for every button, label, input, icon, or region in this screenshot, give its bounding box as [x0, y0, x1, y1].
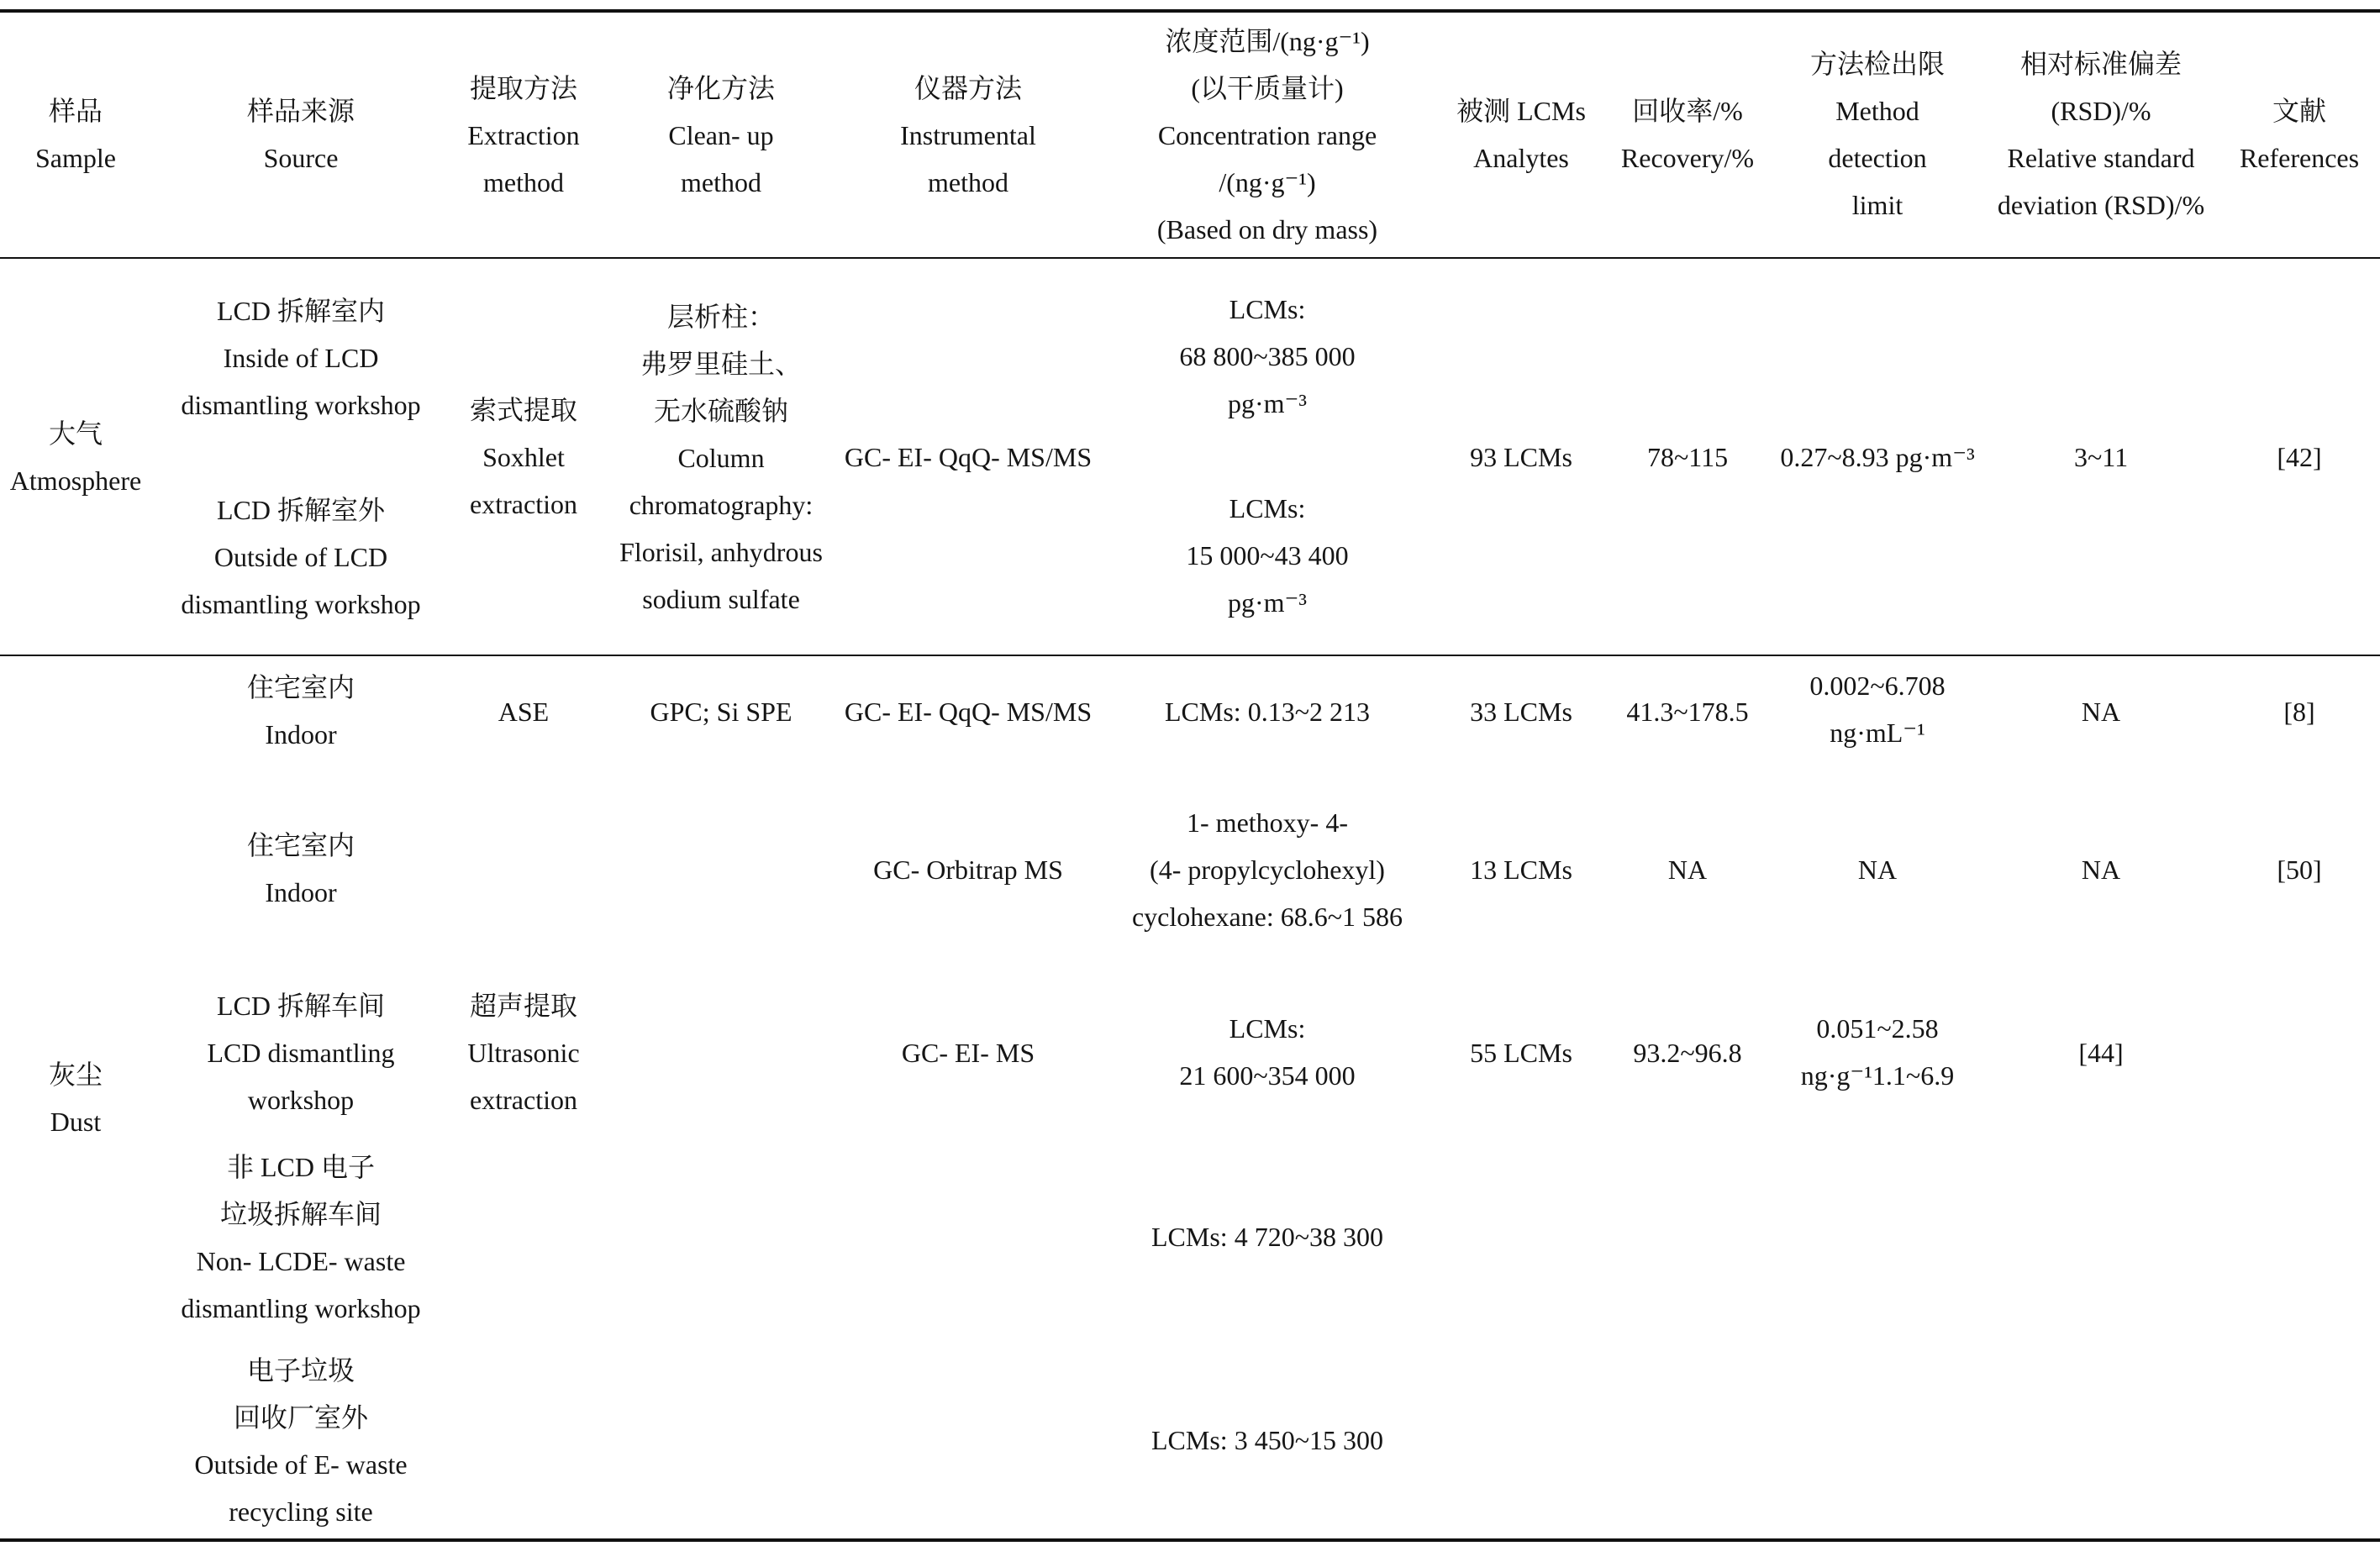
table-bottom-rule: [0, 1538, 2380, 1542]
cell-text-line: LCD dismantling: [207, 1038, 395, 1068]
cell-text-line: 弗罗里硅土、: [640, 349, 802, 379]
header-text-line: 相对标准偏差: [2019, 49, 2182, 79]
dust-row3-source-cell: [162, 982, 440, 1123]
header-cell-extraction: [448, 65, 599, 206]
header-text-line: (Based on dry mass): [1156, 214, 1378, 245]
cell-text-line: LCD 拆解室外: [216, 495, 385, 525]
atmosphere-cleanup-cell: [608, 293, 835, 623]
atmosphere-extraction-cell: [448, 386, 599, 528]
cell-text-line: ng·g⁻¹1.1~6.9: [1800, 1060, 1955, 1091]
dust-row3-concentration-cell: [1108, 1005, 1427, 1099]
cell-text-line: dismantling workshop: [181, 589, 421, 619]
dust-row2-recovery-cell: NA: [1667, 855, 1708, 885]
dust-row3-mdl-cell: [1764, 1005, 1991, 1099]
header-text-line: Source: [263, 143, 339, 173]
header-cell-recovery: [1603, 87, 1772, 181]
atmosphere-analytes-cell: 93 LCMs: [1470, 442, 1572, 472]
cell-text-line: workshop: [247, 1085, 355, 1115]
dust-row4-concentration-cell: LCMs: 4 720~38 300: [1151, 1222, 1383, 1252]
header-text-line: Concentration range: [1157, 120, 1377, 150]
header-text-line: 回收率/%: [1632, 96, 1743, 126]
cell-text-line: 住宅室内: [246, 672, 355, 702]
cell-text-line: 0.051~2.58: [1816, 1013, 1939, 1044]
cell-text-line: 电子垃圾: [246, 1355, 355, 1386]
header-text-line: References: [2239, 143, 2360, 173]
header-cell-references: [2219, 87, 2379, 181]
cell-text-line: Inside of LCD: [223, 343, 379, 373]
cell-text-line: Atmosphere: [9, 465, 142, 496]
cell-text-line: 0.002~6.708: [1809, 670, 1946, 701]
cell-text-line: LCD 拆解室内: [216, 296, 385, 326]
atmosphere-source-outside-cell: [162, 486, 440, 628]
cell-text-line: dismantling workshop: [181, 390, 421, 420]
header-text-line: Clean- up: [668, 120, 774, 150]
dust-row1-mdl-cell: [1764, 662, 1991, 756]
cell-text-line: LCMs:: [1229, 493, 1306, 523]
dust-row1-cleanup-cell: GPC; Si SPE: [650, 697, 792, 727]
cell-text-line: cyclohexane: 68.6~1 586: [1131, 902, 1403, 932]
header-text-line: 样品来源: [246, 96, 355, 126]
table-top-rule: [0, 9, 2380, 13]
header-cell-sample: [0, 87, 151, 181]
cell-text-line: ng·mL⁻¹: [1830, 718, 1925, 748]
dust-row2-instrumental-cell: GC- Orbitrap MS: [873, 855, 1063, 885]
cell-text-line: sodium sulfate: [642, 584, 800, 614]
cell-text-line: 无水硫酸钠: [653, 396, 788, 426]
cell-text-line: recycling site: [229, 1496, 373, 1527]
cell-text-line: Soxhlet: [482, 442, 565, 472]
dust-row1-instrumental-cell: GC- EI- QqQ- MS/MS: [844, 697, 1093, 727]
cell-text-line: Outside of E- waste: [194, 1449, 408, 1480]
header-text-line: Recovery/%: [1620, 143, 1755, 173]
atmosphere-mdl-cell: 0.27~8.93 pg·m⁻³: [1780, 442, 1975, 472]
atmosphere-rsd-cell: 3~11: [2073, 442, 2129, 472]
header-text-line: 提取方法: [469, 73, 577, 103]
cell-text-line: 68 800~385 000: [1179, 341, 1356, 371]
header-text-line: (以干质量计): [1191, 73, 1344, 103]
cell-text-line: 非 LCD 电子: [226, 1152, 375, 1182]
cell-text-line: 超声提取: [469, 991, 577, 1021]
dust-row1-source-cell: [162, 664, 440, 758]
header-cell-source: [162, 87, 440, 181]
header-text-line: limit: [1851, 190, 1903, 220]
header-text-line: detection: [1828, 143, 1927, 173]
cell-text-line: Ultrasonic: [467, 1038, 580, 1068]
cell-text-line: 层析柱：: [666, 302, 775, 332]
atmosphere-instrumental-cell: GC- EI- QqQ- MS/MS: [844, 442, 1093, 472]
dust-row1-analytes-cell: 33 LCMs: [1470, 697, 1572, 727]
dust-row2-reference-cell: [50]: [2277, 855, 2322, 885]
atmosphere-concentration-inside-cell: [1108, 286, 1427, 427]
atmosphere-sample-cell: [0, 410, 151, 504]
dust-row5-concentration-cell: LCMs: 3 450~15 300: [1151, 1425, 1383, 1455]
dust-row4-source-cell: [162, 1144, 440, 1332]
table-section-rule: [0, 655, 2380, 656]
header-text-line: /(ng·g⁻¹): [1219, 167, 1316, 197]
header-text-line: Method: [1835, 96, 1919, 126]
cell-text-line: Dust: [50, 1107, 102, 1137]
header-text-line: method: [681, 167, 761, 197]
cell-text-line: Indoor: [265, 719, 337, 749]
cell-text-line: Column: [677, 443, 765, 473]
header-text-line: Instrumental: [900, 120, 1036, 150]
header-cell-cleanup: [608, 65, 835, 206]
header-text-line: 净化方法: [666, 73, 775, 103]
header-text-line: 被测 LCMs: [1456, 96, 1586, 126]
table-header-rule: [0, 257, 2380, 259]
header-cell-analytes: [1437, 87, 1605, 181]
dust-row1-extraction-cell: ASE: [498, 697, 550, 727]
dust-row2-analytes-cell: 13 LCMs: [1470, 855, 1572, 885]
dust-row2-rsd-cell: NA: [2081, 855, 2121, 885]
header-text-line: (RSD)/%: [2051, 96, 2151, 126]
header-text-line: deviation (RSD)/%: [1997, 190, 2205, 220]
dust-row5-source-cell: [162, 1347, 440, 1535]
header-text-line: 方法检出限: [1809, 49, 1945, 79]
header-text-line: method: [483, 167, 564, 197]
dust-row3-rsd-cell: [44]: [2078, 1038, 2124, 1068]
header-text-line: Relative standard: [2007, 143, 2195, 173]
dust-row1-concentration-cell: LCMs: 0.13~2 213: [1165, 697, 1370, 727]
cell-text-line: LCD 拆解车间: [216, 991, 385, 1021]
cell-text-line: 回收厂室外: [233, 1402, 368, 1433]
cell-text-line: Outside of LCD: [213, 542, 388, 572]
header-text-line: 样品: [48, 96, 103, 126]
cell-text-line: Non- LCDE- waste: [196, 1246, 406, 1276]
dust-row3-instrumental-cell: GC- EI- MS: [901, 1038, 1035, 1068]
cell-text-line: 大气: [48, 418, 103, 449]
dust-row2-mdl-cell: NA: [1857, 855, 1898, 885]
header-text-line: 浓度范围/(ng·g⁻¹): [1165, 26, 1370, 56]
cell-text-line: Indoor: [265, 877, 337, 907]
dust-row3-extraction-cell: [448, 982, 599, 1123]
dust-row2-source-cell: [162, 822, 440, 916]
atmosphere-reference-cell: [42]: [2277, 442, 2322, 472]
header-text-line: 文献: [2272, 96, 2326, 126]
atmosphere-source-inside-cell: [162, 287, 440, 429]
atmosphere-concentration-outside-cell: [1108, 485, 1427, 626]
header-cell-rsd: [1988, 40, 2214, 229]
header-cell-instrumental: [829, 65, 1107, 206]
dust-row3-recovery-cell: 93.2~96.8: [1633, 1038, 1742, 1068]
header-text-line: Extraction: [467, 120, 580, 150]
dust-row3-analytes-cell: 55 LCMs: [1470, 1038, 1572, 1068]
cell-text-line: LCMs:: [1229, 1013, 1306, 1044]
cell-text-line: extraction: [470, 489, 577, 519]
atmosphere-recovery-cell: 78~115: [1646, 442, 1729, 472]
cell-text-line: 住宅室内: [246, 830, 355, 860]
dust-row1-reference-cell: [8]: [2283, 697, 2315, 727]
cell-text-line: chromatography:: [629, 490, 814, 520]
cell-text-line: 灰尘: [48, 1060, 103, 1090]
cell-text-line: 垃圾拆解车间: [219, 1199, 382, 1229]
cell-text-line: 索式提取: [469, 395, 577, 425]
cell-text-line: 21 600~354 000: [1179, 1060, 1356, 1091]
dust-row1-rsd-cell: NA: [2081, 697, 2121, 727]
cell-text-line: pg·m⁻³: [1227, 388, 1308, 418]
header-text-line: 仪器方法: [914, 73, 1022, 103]
cell-text-line: (4- propylcyclohexyl): [1150, 855, 1385, 885]
cell-text-line: 15 000~43 400: [1186, 540, 1349, 571]
cell-text-line: extraction: [470, 1085, 577, 1115]
dust-sample-cell: [0, 1051, 151, 1145]
header-text-line: Sample: [35, 143, 116, 173]
dust-row1-recovery-cell: 41.3~178.5: [1626, 697, 1749, 727]
dust-row2-concentration-cell: [1108, 799, 1427, 940]
cell-text-line: dismantling workshop: [181, 1293, 421, 1323]
header-text-line: Analytes: [1473, 143, 1569, 173]
header-cell-concentration: [1108, 18, 1427, 253]
cell-text-line: Florisil, anhydrous: [619, 537, 823, 567]
header-text-line: method: [928, 167, 1008, 197]
cell-text-line: 1- methoxy- 4-: [1187, 807, 1348, 838]
cell-text-line: LCMs:: [1229, 294, 1306, 324]
header-cell-mdl: [1764, 40, 1991, 229]
cell-text-line: pg·m⁻³: [1227, 587, 1308, 618]
